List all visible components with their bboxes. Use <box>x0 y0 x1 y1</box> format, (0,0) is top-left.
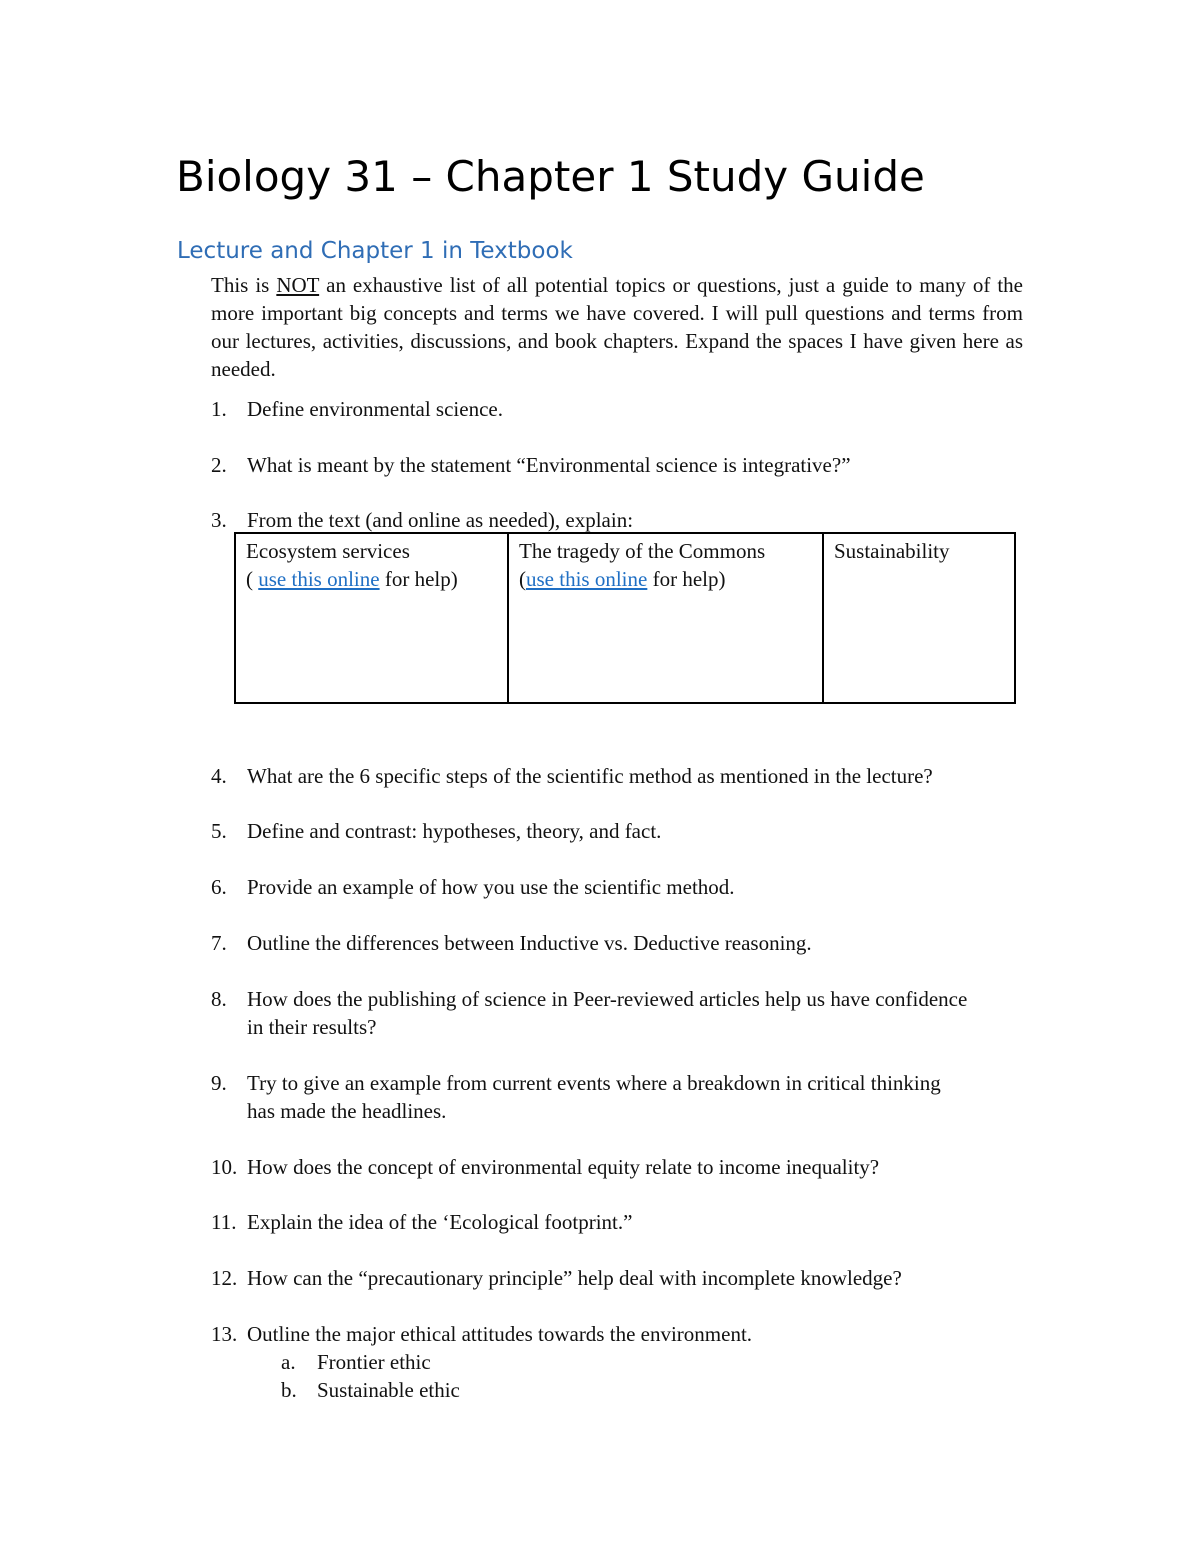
question-number: 10. <box>211 1155 238 1179</box>
question-item-13 <box>211 1320 1023 1348</box>
question-item-6 <box>211 873 1023 901</box>
table-cell-ecosystem-services[interactable] <box>235 533 508 703</box>
question-item-10 <box>211 1153 1023 1181</box>
sub-item-letter: b. <box>281 1378 297 1402</box>
question-item-11 <box>211 1208 1023 1236</box>
question-item-1 <box>211 395 1023 423</box>
sub-item-text: Frontier ethic <box>317 1350 431 1374</box>
intro-paragraph <box>211 271 1023 383</box>
question-text: How does the concept of environmental equity relate to income inequality? <box>247 1155 880 1179</box>
intro-text-start: This is <box>211 273 277 297</box>
cell-heading: The tragedy of the Commons <box>519 539 766 563</box>
cell-heading: Sustainability <box>834 539 950 563</box>
question-number: 13. <box>211 1322 238 1346</box>
table-cell-sustainability[interactable] <box>823 533 1015 703</box>
question-number: 4. <box>211 764 227 788</box>
use-this-online-link[interactable]: use this online <box>258 567 380 591</box>
question-number: 5. <box>211 819 227 843</box>
question-text: What are the 6 specific steps of the scientific method as mentioned in the lecture? <box>247 764 933 788</box>
sub-item-a <box>281 1348 881 1376</box>
intro-text-rest: an exhaustive list of all potential topics or questions, just a guide to many of the more important big concepts and terms we have covered. I will pull questions and terms from our lectures, activities, discussions, and book chapters. Expand the spaces I have given here as needed. <box>211 273 1023 381</box>
use-this-online-link[interactable]: use this online <box>526 567 648 591</box>
cell-help-line <box>519 565 812 593</box>
question-text: Define environmental science. <box>247 397 503 421</box>
sub-item-b <box>281 1376 881 1404</box>
question-item-2 <box>211 451 1023 479</box>
question-number: 1. <box>211 397 227 421</box>
sub-item-letter: a. <box>281 1350 296 1374</box>
question-text: Outline the differences between Inductive vs. Deductive reasoning. <box>247 931 812 955</box>
question-number: 6. <box>211 875 227 899</box>
help-suffix: for help) <box>647 567 726 591</box>
sub-item-text: Sustainable ethic <box>317 1378 460 1402</box>
help-prefix: ( <box>246 567 259 591</box>
cell-help-line <box>246 565 497 593</box>
question-item-8 <box>211 985 971 1041</box>
intro-emphasis: NOT <box>276 273 320 297</box>
question-number: 11. <box>211 1210 237 1234</box>
question-item-9 <box>211 1069 971 1125</box>
help-suffix: for help) <box>379 567 458 591</box>
question-item-7 <box>211 929 1023 957</box>
page-title: Biology 31 – Chapter 1 Study Guide <box>176 152 925 201</box>
question-item-5 <box>211 817 1023 845</box>
question-text: Outline the major ethical attitudes towards the environment. <box>247 1322 753 1346</box>
question-number: 8. <box>211 987 227 1011</box>
table-row <box>235 533 1015 703</box>
question-number: 9. <box>211 1071 227 1095</box>
question-number: 12. <box>211 1266 238 1290</box>
question-text: From the text (and online as needed), explain: <box>247 508 634 532</box>
cell-heading: Ecosystem services <box>246 539 410 563</box>
help-prefix: ( <box>519 567 526 591</box>
explain-table <box>234 532 1016 704</box>
question-text: Try to give an example from current events where a breakdown in critical thinking has made the headlines. <box>247 1071 941 1123</box>
question-text: Explain the idea of the ‘Ecological footprint.” <box>247 1210 633 1234</box>
question-number: 2. <box>211 453 227 477</box>
question-item-12 <box>211 1264 1023 1292</box>
question-text: How can the “precautionary principle” help deal with incomplete knowledge? <box>247 1266 902 1290</box>
question-number: 7. <box>211 931 227 955</box>
question-item-4 <box>211 762 1023 790</box>
question-text: How does the publishing of science in Peer-reviewed articles help us have confidence in their results? <box>247 987 968 1039</box>
table-cell-tragedy-of-commons[interactable] <box>508 533 823 703</box>
question-text: What is meant by the statement “Environmental science is integrative?” <box>247 453 851 477</box>
question-number: 3. <box>211 508 227 532</box>
question-text: Define and contrast: hypotheses, theory, and fact. <box>247 819 662 843</box>
section-heading: Lecture and Chapter 1 in Textbook <box>177 238 573 264</box>
question-text: Provide an example of how you use the scientific method. <box>247 875 735 899</box>
question-item-3 <box>211 506 1023 534</box>
